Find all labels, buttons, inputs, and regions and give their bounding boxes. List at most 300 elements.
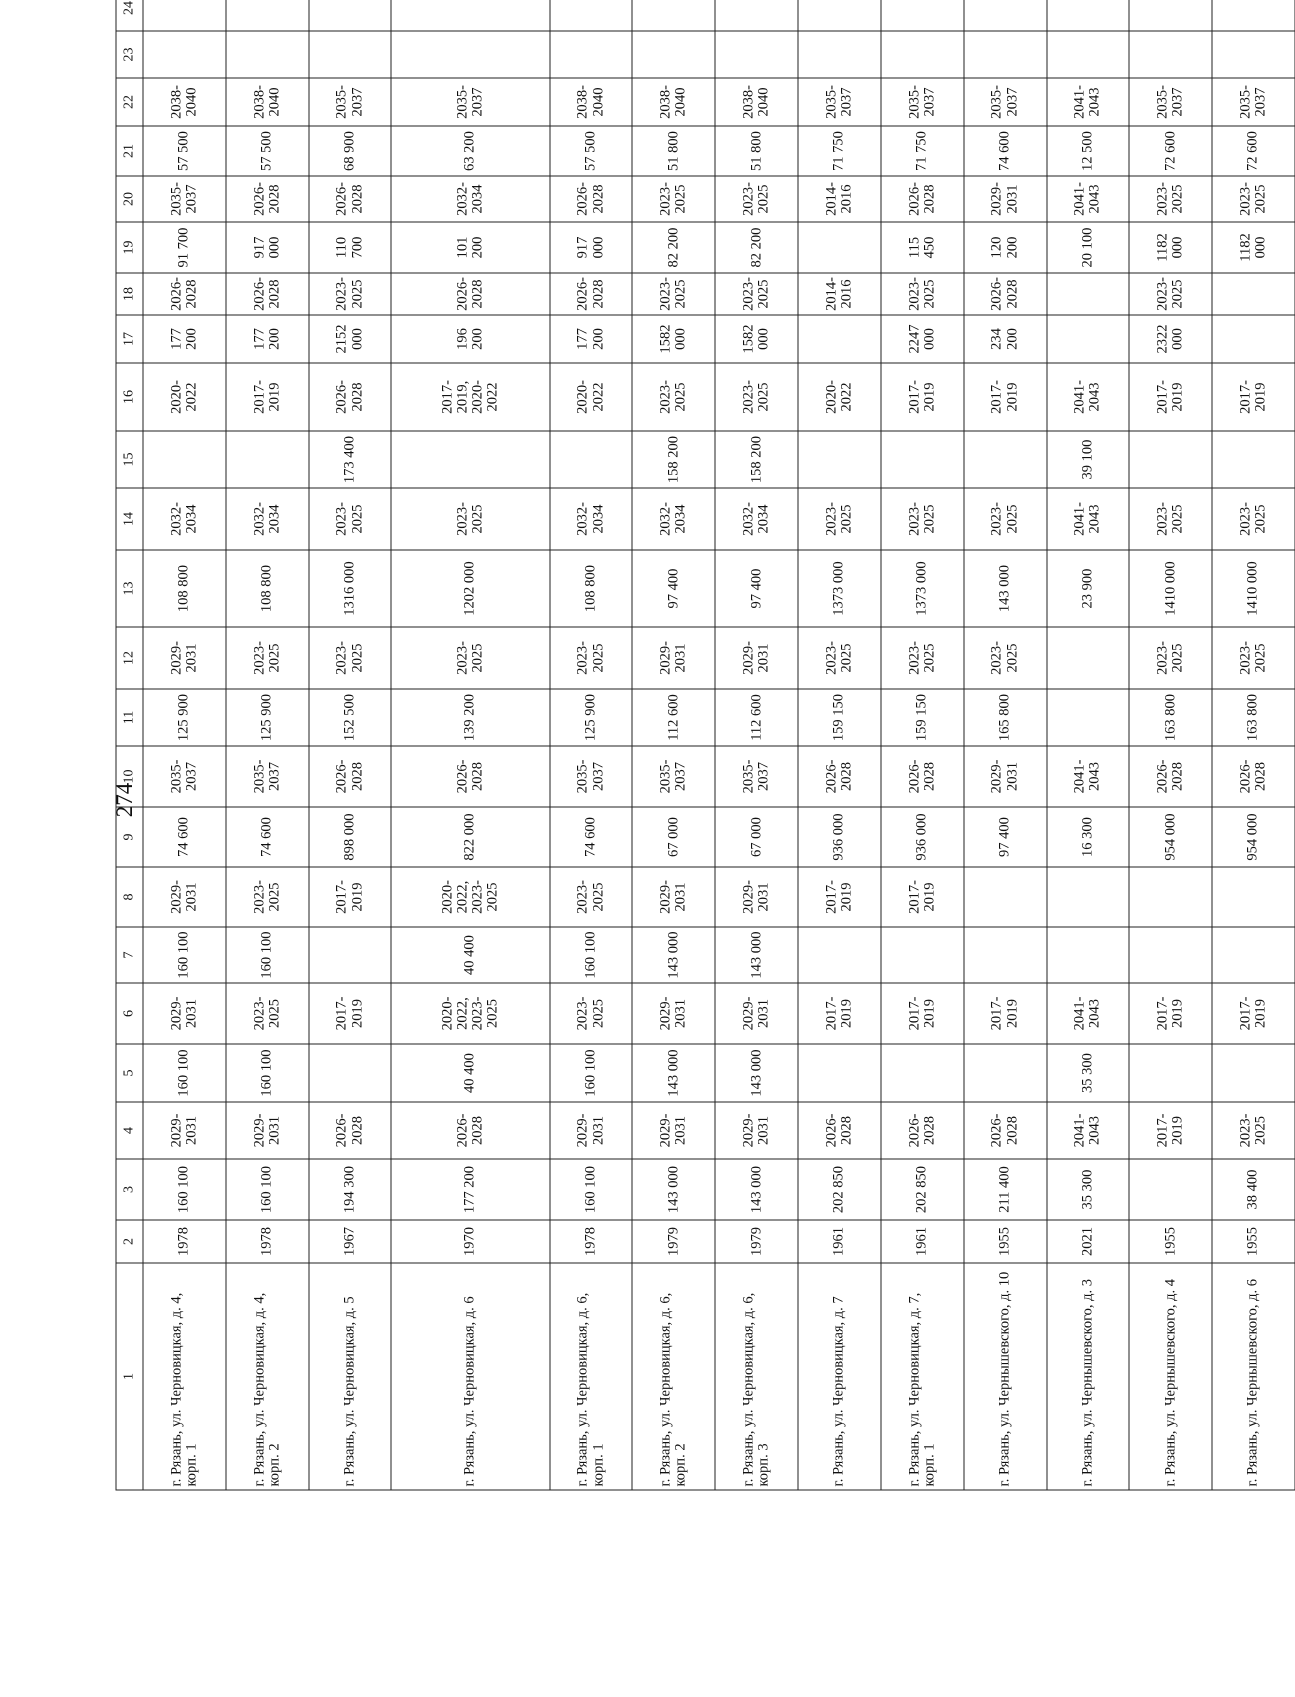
table-cell: 20 100 [1046, 222, 1129, 273]
table-cell: 2020-2022, 2023-2025 [391, 983, 549, 1044]
address-cell: г. Рязань, ул. Черновицкая, д. 7, корп. 1 [880, 1263, 963, 1490]
column-header-14: 14 [116, 488, 143, 550]
table-cell: 2038-2040 [549, 78, 632, 126]
table-cell [308, 927, 391, 983]
table-cell: 2023-2025 [1129, 273, 1212, 315]
address-cell: г. Рязань, ул. Черновицкая, д. 5 [308, 1263, 391, 1490]
table-cell: 160 100 [549, 1044, 632, 1102]
table-cell [880, 31, 963, 78]
table-cell [1212, 1044, 1295, 1102]
table-cell: 1373 000 [798, 550, 881, 627]
table-cell: 23 900 [1046, 550, 1129, 627]
table-cell: 40 400 [391, 927, 549, 983]
table-cell [308, 1044, 391, 1102]
table-cell [1212, 31, 1295, 78]
table-cell: 2026-2028 [549, 176, 632, 222]
table-row [1046, 0, 1129, 1490]
table-cell: 2032-2034 [391, 176, 549, 222]
table-cell: 143 000 [632, 1044, 715, 1102]
table-cell: 177 200 [549, 315, 632, 363]
address-cell: г. Рязань, ул. Черновицкая, д. 6, корп. 2 [632, 1263, 715, 1490]
table-cell: 2026-2028 [880, 176, 963, 222]
table-row [308, 0, 391, 1490]
address-cell: г. Рязань, ул. Черновицкая, д. 6 [391, 1263, 549, 1490]
table-cell [963, 431, 1046, 488]
table-cell: 2023-2025 [308, 627, 391, 689]
table-cell [225, 431, 308, 488]
table-cell: 2026-2028 [798, 746, 881, 807]
table-cell: 2023-2025 [798, 488, 881, 550]
table-cell: 2041-2043 [1046, 78, 1129, 126]
table-cell [143, 431, 226, 488]
column-header-15: 15 [116, 431, 143, 488]
table-cell: 2017-2019 [1129, 363, 1212, 431]
table-cell: 2023-2025 [391, 627, 549, 689]
table-cell: 2035-2037 [308, 78, 391, 126]
table-row [549, 0, 632, 1490]
table-cell: 196 200 [391, 315, 549, 363]
column-header-8: 8 [116, 867, 143, 927]
table-row [715, 0, 798, 1490]
table-cell: 2023-2025 [225, 627, 308, 689]
table-cell: 2017-2019 [880, 983, 963, 1044]
table-cell: 2035-2037 [225, 746, 308, 807]
table-cell [1046, 867, 1129, 927]
table-cell: 202 850 [798, 1159, 881, 1220]
table-cell: 2017-2019 [880, 867, 963, 927]
table-cell [1046, 627, 1129, 689]
table-cell: 2026-2028 [308, 746, 391, 807]
table-cell: 202 850 [880, 1159, 963, 1220]
table-cell: 2026-2028 [1212, 746, 1295, 807]
table-cell: 82 200 [632, 222, 715, 273]
table-cell: 71 750 [880, 126, 963, 176]
table-cell: 2038-2040 [143, 78, 226, 126]
column-header-6: 6 [116, 983, 143, 1044]
table-cell: 2023-2025 [715, 176, 798, 222]
table-cell [798, 927, 881, 983]
table-cell: 2017-2019 [1212, 363, 1295, 431]
table-cell: 63 200 [391, 126, 549, 176]
table-cell: 68 900 [308, 126, 391, 176]
table-cell: 936 000 [798, 807, 881, 867]
table-cell [1046, 315, 1129, 363]
table-cell: 57 500 [549, 126, 632, 176]
table-cell: 2026-2028 [225, 176, 308, 222]
table-cell: 2020-2022 [143, 363, 226, 431]
table-row [963, 0, 1046, 1490]
table-cell: 917 000 [549, 222, 632, 273]
table-cell: 1202 000 [391, 550, 549, 627]
table-row [1129, 0, 1212, 1490]
table-row [798, 0, 881, 1490]
table-cell: 108 800 [143, 550, 226, 627]
column-header-17: 17 [116, 315, 143, 363]
table-cell [1212, 867, 1295, 927]
table-cell: 2035-2037 [391, 78, 549, 126]
table-cell: 91 700 [143, 222, 226, 273]
table-cell: 143 000 [632, 927, 715, 983]
table-cell: 2017-2019 [1212, 983, 1295, 1044]
table-cell: 2023-2025 [308, 273, 391, 315]
table-cell: 97 400 [632, 550, 715, 627]
table-cell: 2023-2025 [963, 488, 1046, 550]
table-cell: 2017-2019 [1129, 1102, 1212, 1159]
table-cell: 2026-2028 [225, 273, 308, 315]
table-cell: 67 000 [632, 807, 715, 867]
table-cell [1129, 1159, 1212, 1220]
table-cell: 2029-2031 [143, 983, 226, 1044]
table-cell [391, 31, 549, 78]
data-table [115, 0, 1295, 1491]
table-cell [880, 0, 963, 31]
table-cell: 2014-2016 [798, 273, 881, 315]
table-cell: 72 600 [1129, 126, 1212, 176]
table-cell [549, 31, 632, 78]
table-cell: 2029-2031 [963, 746, 1046, 807]
table-cell: 160 100 [549, 1159, 632, 1220]
table-cell: 160 100 [143, 927, 226, 983]
table-cell: 2023-2025 [1212, 627, 1295, 689]
column-header-18: 18 [116, 273, 143, 315]
table-cell: 158 200 [632, 431, 715, 488]
table-cell [1129, 31, 1212, 78]
column-header-11: 11 [116, 689, 143, 746]
table-cell: 12 500 [1046, 126, 1129, 176]
table-cell [715, 0, 798, 31]
table-cell: 2032-2034 [225, 488, 308, 550]
table-cell: 2032-2034 [549, 488, 632, 550]
table-cell: 2023-2025 [549, 627, 632, 689]
table-row [391, 0, 549, 1490]
table-cell: 110 700 [308, 222, 391, 273]
table-cell: 2026-2028 [963, 1102, 1046, 1159]
table-cell: 2029-2031 [632, 627, 715, 689]
header-row [116, 0, 143, 1490]
table-cell: 2017-2019 [798, 983, 881, 1044]
table-cell: 2026-2028 [308, 363, 391, 431]
table-cell: 2026-2028 [391, 746, 549, 807]
table-cell: 2035-2037 [143, 746, 226, 807]
table-cell: 2035-2037 [1129, 78, 1212, 126]
table-cell: 120 200 [963, 222, 1046, 273]
table-cell: 82 200 [715, 222, 798, 273]
address-cell: г. Рязань, ул. Чернышевского, д. 3 [1046, 1263, 1129, 1490]
address-cell: г. Рязань, ул. Черновицкая, д. 6, корп. 1 [549, 1263, 632, 1490]
address-cell: г. Рязань, ул. Черновицкая, д. 7 [798, 1263, 881, 1490]
table-cell: 2038-2040 [225, 78, 308, 126]
table-cell: 2023-2025 [798, 627, 881, 689]
table-container [115, 1, 1295, 1491]
column-header-23: 23 [116, 31, 143, 78]
table-cell: 1979 [715, 1220, 798, 1263]
table-cell: 35 300 [1046, 1159, 1129, 1220]
table-cell [143, 31, 226, 78]
table-cell: 2029-2031 [143, 867, 226, 927]
table-cell: 1316 000 [308, 550, 391, 627]
table-cell: 2026-2028 [549, 273, 632, 315]
table-cell: 139 200 [391, 689, 549, 746]
table-cell: 2023-2025 [963, 627, 1046, 689]
table-cell: 2026-2028 [798, 1102, 881, 1159]
table-cell: 1978 [549, 1220, 632, 1263]
table-cell: 2017-2019, 2020-2022 [391, 363, 549, 431]
table-cell: 2021 [1046, 1220, 1129, 1263]
table-cell [1046, 0, 1129, 31]
table-cell: 2035-2037 [549, 746, 632, 807]
table-cell [1212, 431, 1295, 488]
table-cell: 2023-2025 [225, 983, 308, 1044]
column-header-4: 4 [116, 1102, 143, 1159]
table-cell: 143 000 [715, 1159, 798, 1220]
table-cell: 2023-2025 [1212, 1102, 1295, 1159]
table-cell: 1373 000 [880, 550, 963, 627]
table-cell: 1410 000 [1212, 550, 1295, 627]
column-header-9: 9 [116, 807, 143, 867]
table-cell: 1182 000 [1212, 222, 1295, 273]
table-cell: 2322 000 [1129, 315, 1212, 363]
table-cell: 2017-2019 [880, 363, 963, 431]
column-header-22: 22 [116, 78, 143, 126]
table-cell: 163 800 [1212, 689, 1295, 746]
table-cell [798, 0, 881, 31]
table-cell: 2020-2022, 2023-2025 [391, 867, 549, 927]
table-cell: 2023-2025 [1212, 488, 1295, 550]
table-cell: 143 000 [715, 927, 798, 983]
column-header-13: 13 [116, 550, 143, 627]
table-cell: 2041-2043 [1046, 1102, 1129, 1159]
table-cell [1212, 315, 1295, 363]
table-cell: 1970 [391, 1220, 549, 1263]
table-cell: 1582 000 [632, 315, 715, 363]
table-cell: 2041-2043 [1046, 746, 1129, 807]
table-cell: 16 300 [1046, 807, 1129, 867]
table-cell [1129, 1044, 1212, 1102]
table-cell: 2029-2031 [632, 1102, 715, 1159]
table-cell: 211 400 [963, 1159, 1046, 1220]
table-cell: 2026-2028 [308, 1102, 391, 1159]
table-cell: 2023-2025 [1129, 488, 1212, 550]
table-cell: 954 000 [1129, 807, 1212, 867]
table-cell: 2026-2028 [391, 1102, 549, 1159]
table-cell: 2038-2040 [632, 78, 715, 126]
table-cell: 163 800 [1129, 689, 1212, 746]
table-cell: 74 600 [225, 807, 308, 867]
table-cell: 51 800 [715, 126, 798, 176]
table-cell: 2026-2028 [963, 273, 1046, 315]
table-cell: 2026-2028 [391, 273, 549, 315]
table-cell: 2029-2031 [715, 867, 798, 927]
table-cell [880, 431, 963, 488]
table-body [143, 0, 1295, 1490]
table-cell [391, 431, 549, 488]
table-cell: 1410 000 [1129, 550, 1212, 627]
page-number: 274 [112, 782, 137, 818]
table-cell: 2023-2025 [880, 273, 963, 315]
table-cell: 2029-2031 [549, 1102, 632, 1159]
table-cell: 898 000 [308, 807, 391, 867]
table-cell: 160 100 [143, 1044, 226, 1102]
table-cell: 2017-2019 [308, 983, 391, 1044]
table-cell [1046, 273, 1129, 315]
address-cell: г. Рязань, ул. Чернышевского, д. 10 [963, 1263, 1046, 1490]
table-cell [1212, 273, 1295, 315]
table-cell [963, 927, 1046, 983]
table-cell: 2020-2022 [549, 363, 632, 431]
table-cell: 2038-2040 [715, 78, 798, 126]
table-cell: 2023-2025 [391, 488, 549, 550]
table-cell [308, 31, 391, 78]
table-cell: 159 150 [798, 689, 881, 746]
table-cell [1212, 0, 1295, 31]
table-cell: 160 100 [225, 927, 308, 983]
table-cell [963, 867, 1046, 927]
table-cell: 2017-2019 [1129, 983, 1212, 1044]
address-cell: г. Рязань, ул. Чернышевского, д. 4 [1129, 1263, 1212, 1490]
table-cell [1046, 31, 1129, 78]
table-cell: 2023-2025 [715, 363, 798, 431]
table-cell: 112 600 [715, 689, 798, 746]
table-cell: 954 000 [1212, 807, 1295, 867]
table-cell: 159 150 [880, 689, 963, 746]
table-cell: 2029-2031 [632, 867, 715, 927]
table-cell: 2023-2025 [1212, 176, 1295, 222]
table-cell: 1582 000 [715, 315, 798, 363]
table-cell: 40 400 [391, 1044, 549, 1102]
table-cell: 2026-2028 [1129, 746, 1212, 807]
table-cell: 2035-2037 [963, 78, 1046, 126]
table-cell: 74 600 [963, 126, 1046, 176]
table-cell: 2029-2031 [225, 1102, 308, 1159]
column-header-16: 16 [116, 363, 143, 431]
address-cell: г. Рязань, ул. Чернышевского, д. 6 [1212, 1263, 1295, 1490]
table-cell [715, 31, 798, 78]
table-cell [1129, 927, 1212, 983]
table-cell: 2023-2025 [632, 176, 715, 222]
table-cell: 1182 000 [1129, 222, 1212, 273]
table-cell: 2026-2028 [880, 746, 963, 807]
table-cell: 2035-2037 [715, 746, 798, 807]
table-cell [143, 0, 226, 31]
table-cell: 72 600 [1212, 126, 1295, 176]
table-cell: 97 400 [715, 550, 798, 627]
table-cell: 1967 [308, 1220, 391, 1263]
table-cell: 2017-2019 [798, 867, 881, 927]
table-cell: 1979 [632, 1220, 715, 1263]
table-cell [632, 31, 715, 78]
table-cell: 158 200 [715, 431, 798, 488]
table-cell [391, 0, 549, 31]
table-cell: 2017-2019 [225, 363, 308, 431]
table-row [632, 0, 715, 1490]
table-cell [798, 1044, 881, 1102]
table-cell: 2014-2016 [798, 176, 881, 222]
table-row [880, 0, 963, 1490]
table-cell: 234 200 [963, 315, 1046, 363]
table-cell [549, 0, 632, 31]
table-cell [549, 431, 632, 488]
table-cell: 2029-2031 [143, 1102, 226, 1159]
table-cell: 101 200 [391, 222, 549, 273]
table-cell: 2152 000 [308, 315, 391, 363]
table-cell: 2029-2031 [715, 1102, 798, 1159]
table-cell: 2017-2019 [963, 983, 1046, 1044]
table-cell [225, 0, 308, 31]
table-cell: 2041-2043 [1046, 176, 1129, 222]
address-cell: г. Рязань, ул. Черновицкая, д. 6, корп. 3 [715, 1263, 798, 1490]
address-cell: г. Рязань, ул. Черновицкая, д. 4, корп. 1 [143, 1263, 226, 1490]
table-cell [308, 0, 391, 31]
table-cell: 39 100 [1046, 431, 1129, 488]
table-cell: 2023-2025 [632, 273, 715, 315]
table-cell: 74 600 [143, 807, 226, 867]
table-cell: 57 500 [225, 126, 308, 176]
table-cell: 2023-2025 [715, 273, 798, 315]
column-header-7: 7 [116, 927, 143, 983]
table-cell: 2023-2025 [549, 983, 632, 1044]
table-cell: 2023-2025 [308, 488, 391, 550]
table-cell: 2023-2025 [880, 627, 963, 689]
table-cell: 67 000 [715, 807, 798, 867]
table-cell [225, 31, 308, 78]
table-cell: 125 900 [143, 689, 226, 746]
table-cell [1129, 867, 1212, 927]
table-cell: 2035-2037 [1212, 78, 1295, 126]
table-cell: 2041-2043 [1046, 363, 1129, 431]
table-cell: 160 100 [225, 1159, 308, 1220]
table-cell: 1961 [880, 1220, 963, 1263]
table-cell: 1955 [1212, 1220, 1295, 1263]
table-cell: 74 600 [549, 807, 632, 867]
table-cell: 2035-2037 [143, 176, 226, 222]
column-header-2: 2 [116, 1220, 143, 1263]
column-header-24: 24 [116, 0, 143, 31]
table-cell [963, 0, 1046, 31]
table-cell: 160 100 [549, 927, 632, 983]
table-cell: 125 900 [225, 689, 308, 746]
table-cell: 2029-2031 [715, 983, 798, 1044]
table-cell [1129, 431, 1212, 488]
table-cell [798, 431, 881, 488]
table-cell: 108 800 [225, 550, 308, 627]
table-cell: 2023-2025 [225, 867, 308, 927]
table-cell: 143 000 [715, 1044, 798, 1102]
table-cell [632, 0, 715, 31]
column-header-19: 19 [116, 222, 143, 273]
table-cell: 2032-2034 [143, 488, 226, 550]
table-cell [963, 31, 1046, 78]
table-cell: 2023-2025 [880, 488, 963, 550]
table-cell: 2041-2043 [1046, 488, 1129, 550]
table-cell: 194 300 [308, 1159, 391, 1220]
table-cell: 160 100 [143, 1159, 226, 1220]
table-cell: 177 200 [391, 1159, 549, 1220]
table-cell: 160 100 [225, 1044, 308, 1102]
table-cell: 2035-2037 [880, 78, 963, 126]
table-cell: 173 400 [308, 431, 391, 488]
table-cell: 2035-2037 [632, 746, 715, 807]
column-header-10: 10 [116, 746, 143, 807]
table-cell: 822 000 [391, 807, 549, 867]
column-header-20: 20 [116, 176, 143, 222]
table-cell: 2017-2019 [963, 363, 1046, 431]
table-row [143, 0, 226, 1490]
table-cell: 2247 000 [880, 315, 963, 363]
table-cell: 108 800 [549, 550, 632, 627]
column-header-12: 12 [116, 627, 143, 689]
table-cell: 2035-2037 [798, 78, 881, 126]
table-cell: 2026-2028 [880, 1102, 963, 1159]
